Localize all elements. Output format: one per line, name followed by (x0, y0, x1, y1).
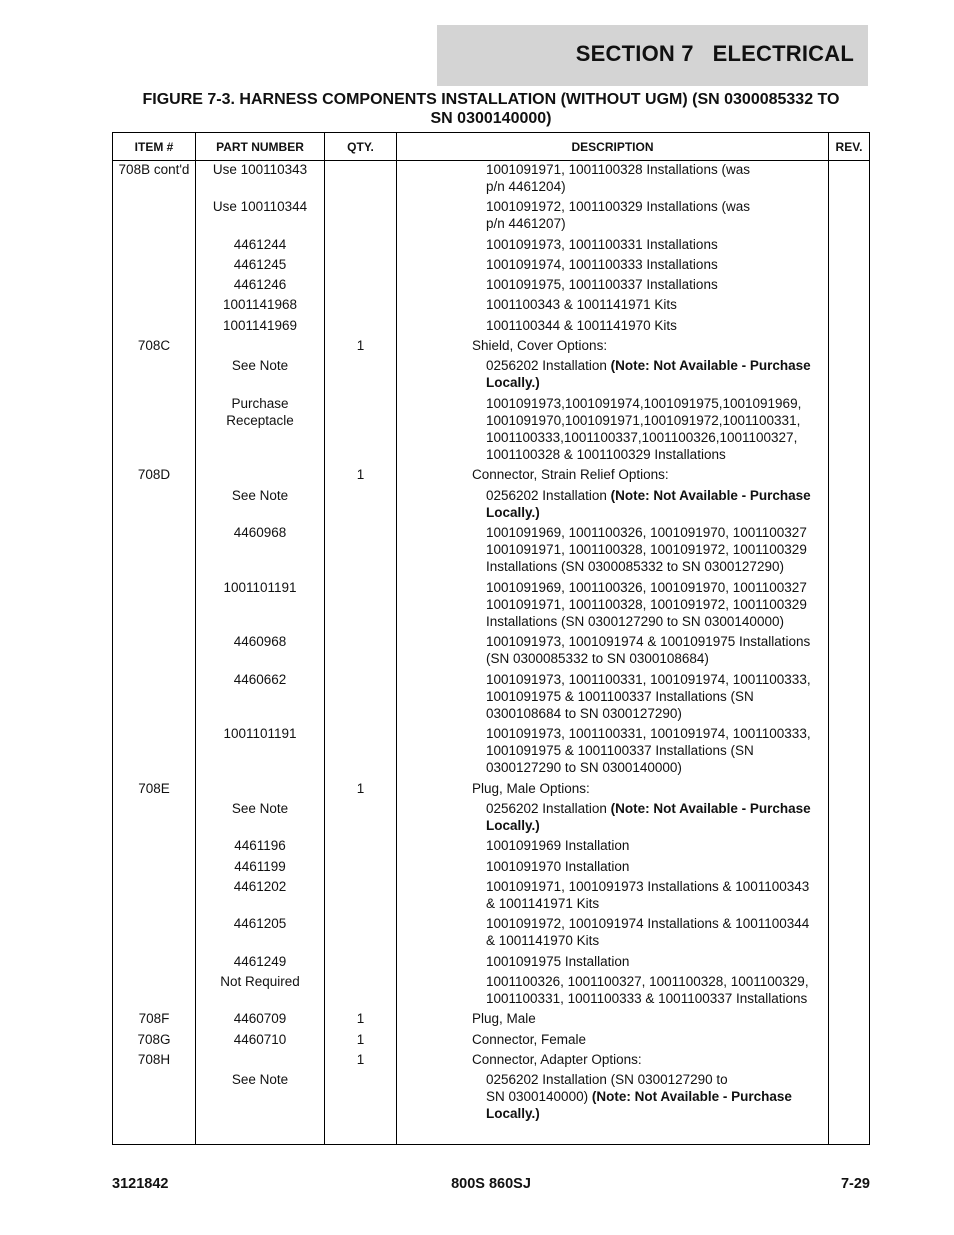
column-divider (828, 133, 829, 1144)
description-text: 0256202 Installation (SN 0300127290 to SN 0300140000) (486, 1072, 728, 1104)
description-text: 1001091973, 1001100331, 1001091974, 1001100333, 1001091975 & 1001100337 Installations (SN 0300108684 to SN 0300127290) (486, 672, 811, 721)
quantity: 1 (356, 338, 365, 353)
description-text: 1001091973,1001091974,1001091975,1001091969, 1001091970,1001091971,1001091972,1001100331, 1001100333,1001100337,1001100326,1001100327, 1001100328 & 1001100329 Installations (486, 396, 802, 462)
description (486, 671, 811, 722)
quantity: 1 (356, 781, 365, 796)
part-number: 1001101191 (223, 580, 297, 595)
description (486, 296, 677, 313)
quantity: 1 (356, 1052, 365, 1067)
description-text: 1001091969, 1001100326, 1001091970, 1001100327 1001091971, 1001100328, 1001091972, 1001100329 Installations (SN 0300085332 to SN 0300127290) (486, 525, 807, 574)
description (486, 725, 811, 776)
description (486, 256, 718, 273)
part-number: 4461244 (233, 237, 287, 252)
description (486, 161, 750, 195)
item-number: 708H (137, 1052, 171, 1067)
description-text: 1001100343 & 1001141971 Kits (486, 297, 677, 312)
quantity: 1 (356, 1011, 365, 1026)
description-text: 1001091975, 1001100337 Installations (486, 277, 718, 292)
part-number: See Note (231, 488, 289, 503)
description-text: Connector, Adapter Options: (472, 1052, 642, 1067)
part-number: 4461199 (234, 859, 286, 874)
description-text: Connector, Strain Relief Options: (472, 467, 669, 482)
item-number: 708F (138, 1011, 170, 1026)
description (486, 878, 809, 912)
description-text: 1001091973, 1001091974 & 1001091975 Installations (SN 0300085332 to SN 0300108684) (486, 634, 811, 666)
description (486, 357, 811, 391)
description (486, 837, 629, 854)
column-divider (324, 133, 325, 1144)
figure-title-line1: FIGURE 7-3. HARNESS COMPONENTS INSTALLATION (WITHOUT UGM) (SN 0300085332 TO (142, 91, 840, 108)
part-number: Use 100110344 (212, 199, 308, 214)
description (486, 973, 809, 1007)
part-number: 4460968 (233, 634, 287, 649)
description-text: 0256202 Installation (486, 801, 611, 816)
description-text: Plug, Male Options: (472, 781, 590, 796)
description-text: 0256202 Installation (486, 358, 611, 373)
header-part-number: PART NUMBER (216, 140, 304, 154)
part-number: See Note (231, 801, 289, 816)
description (472, 1010, 536, 1027)
header-description: DESCRIPTION (571, 140, 654, 154)
section-header (437, 25, 868, 86)
header-rev: REV. (835, 140, 863, 154)
part-number: 4460710 (233, 1032, 287, 1047)
description (486, 236, 718, 253)
part-number: 4460968 (233, 525, 287, 540)
description-note: (Note: Not Available - Purchase Locally.) (486, 1089, 792, 1121)
item-number: 708G (137, 1032, 171, 1047)
description-text: 1001091972, 1001100329 Installations (was p/n 4461207) (486, 199, 750, 231)
description-text: Plug, Male (472, 1011, 536, 1026)
description-text: 1001091969 Installation (486, 838, 630, 853)
part-number: 4461202 (233, 879, 287, 894)
part-number: 4460662 (233, 672, 287, 687)
description (486, 487, 811, 521)
description (486, 1071, 792, 1122)
part-number: 1001101191 (223, 726, 297, 741)
part-number: See Note (231, 1072, 289, 1087)
item-number: 708D (137, 467, 171, 482)
description-text: 1001091972, 1001091974 Installations & 1001100344 & 1001141970 Kits (486, 916, 810, 948)
description-text: 1001091975 Installation (486, 954, 630, 969)
figure-title (112, 90, 870, 128)
item-number: 708E (138, 781, 170, 796)
part-number: 4461196 (234, 838, 286, 853)
description-note: (Note: Not Available - Purchase Locally.) (486, 358, 811, 390)
description-text: 1001091970 Installation (486, 859, 630, 874)
description-note: (Note: Not Available - Purchase Locally.) (486, 801, 811, 833)
part-number: See Note (231, 358, 289, 373)
footer-doc-number: 3121842 (112, 1176, 169, 1192)
description (486, 395, 801, 463)
description-text: 1001091974, 1001100333 Installations (486, 257, 718, 272)
figure-title-line2: SN 0300140000) (430, 110, 552, 127)
header-qty: QTY. (347, 140, 374, 154)
item-number: 708B cont'd (118, 162, 190, 177)
description (472, 1051, 642, 1068)
part-number: Purchase Receptacle (226, 396, 294, 428)
description (486, 858, 629, 875)
description-text: Connector, Female (472, 1032, 587, 1047)
description (486, 524, 807, 575)
quantity: 1 (356, 1032, 365, 1047)
description-text: Shield, Cover Options: (472, 338, 608, 353)
part-number: 1001141968 (222, 297, 298, 312)
part-number: 1001141969 (222, 318, 298, 333)
quantity: 1 (356, 467, 365, 482)
description-text: 1001091973, 1001100331, 1001091974, 1001100333, 1001091975 & 1001100337 Installations (SN 0300127290 to SN 0300140000) (486, 726, 811, 775)
part-number: 4461249 (233, 954, 287, 969)
description (486, 915, 809, 949)
part-number: 4461245 (233, 257, 287, 272)
description (486, 579, 807, 630)
description-note: (Note: Not Available - Purchase Locally.) (486, 488, 811, 520)
part-number: Not Required (220, 974, 300, 989)
description (486, 276, 718, 293)
part-number: 4461205 (233, 916, 287, 931)
description (472, 780, 590, 797)
footer-page-number: 7-29 (840, 1176, 870, 1192)
footer-model: 800S 860SJ (451, 1176, 531, 1192)
part-number: 4461246 (233, 277, 287, 292)
description (472, 1031, 586, 1048)
description (486, 317, 677, 334)
header-item: ITEM # (134, 140, 174, 154)
description (486, 953, 629, 970)
column-divider (396, 133, 397, 1144)
description-text: 0256202 Installation (486, 488, 611, 503)
description (472, 337, 607, 354)
description-text: 1001100326, 1001100327, 1001100328, 1001100329, 1001100331, 1001100333 & 1001100337 Installations (486, 974, 809, 1006)
description (486, 800, 811, 834)
part-number: 4460709 (233, 1011, 287, 1026)
item-number: 708C (137, 338, 171, 353)
description (472, 466, 669, 483)
description-text: 1001100344 & 1001141970 Kits (486, 318, 677, 333)
description-text: 1001091971, 1001100328 Installations (was p/n 4461204) (486, 162, 750, 194)
description-text: 1001091971, 1001091973 Installations & 1001100343 & 1001141971 Kits (486, 879, 810, 911)
description (486, 633, 810, 667)
description-text: 1001091969, 1001100326, 1001091970, 1001100327 1001091971, 1001100328, 1001091972, 1001100329 Installations (SN 0300127290 to SN 0300140000) (486, 580, 807, 629)
section-title: SECTION 7 ELECTRICAL (575, 41, 854, 66)
description (486, 198, 750, 232)
part-number: Use 100110343 (212, 162, 308, 177)
description-text: 1001091973, 1001100331 Installations (486, 237, 718, 252)
parts-table (112, 132, 870, 1145)
